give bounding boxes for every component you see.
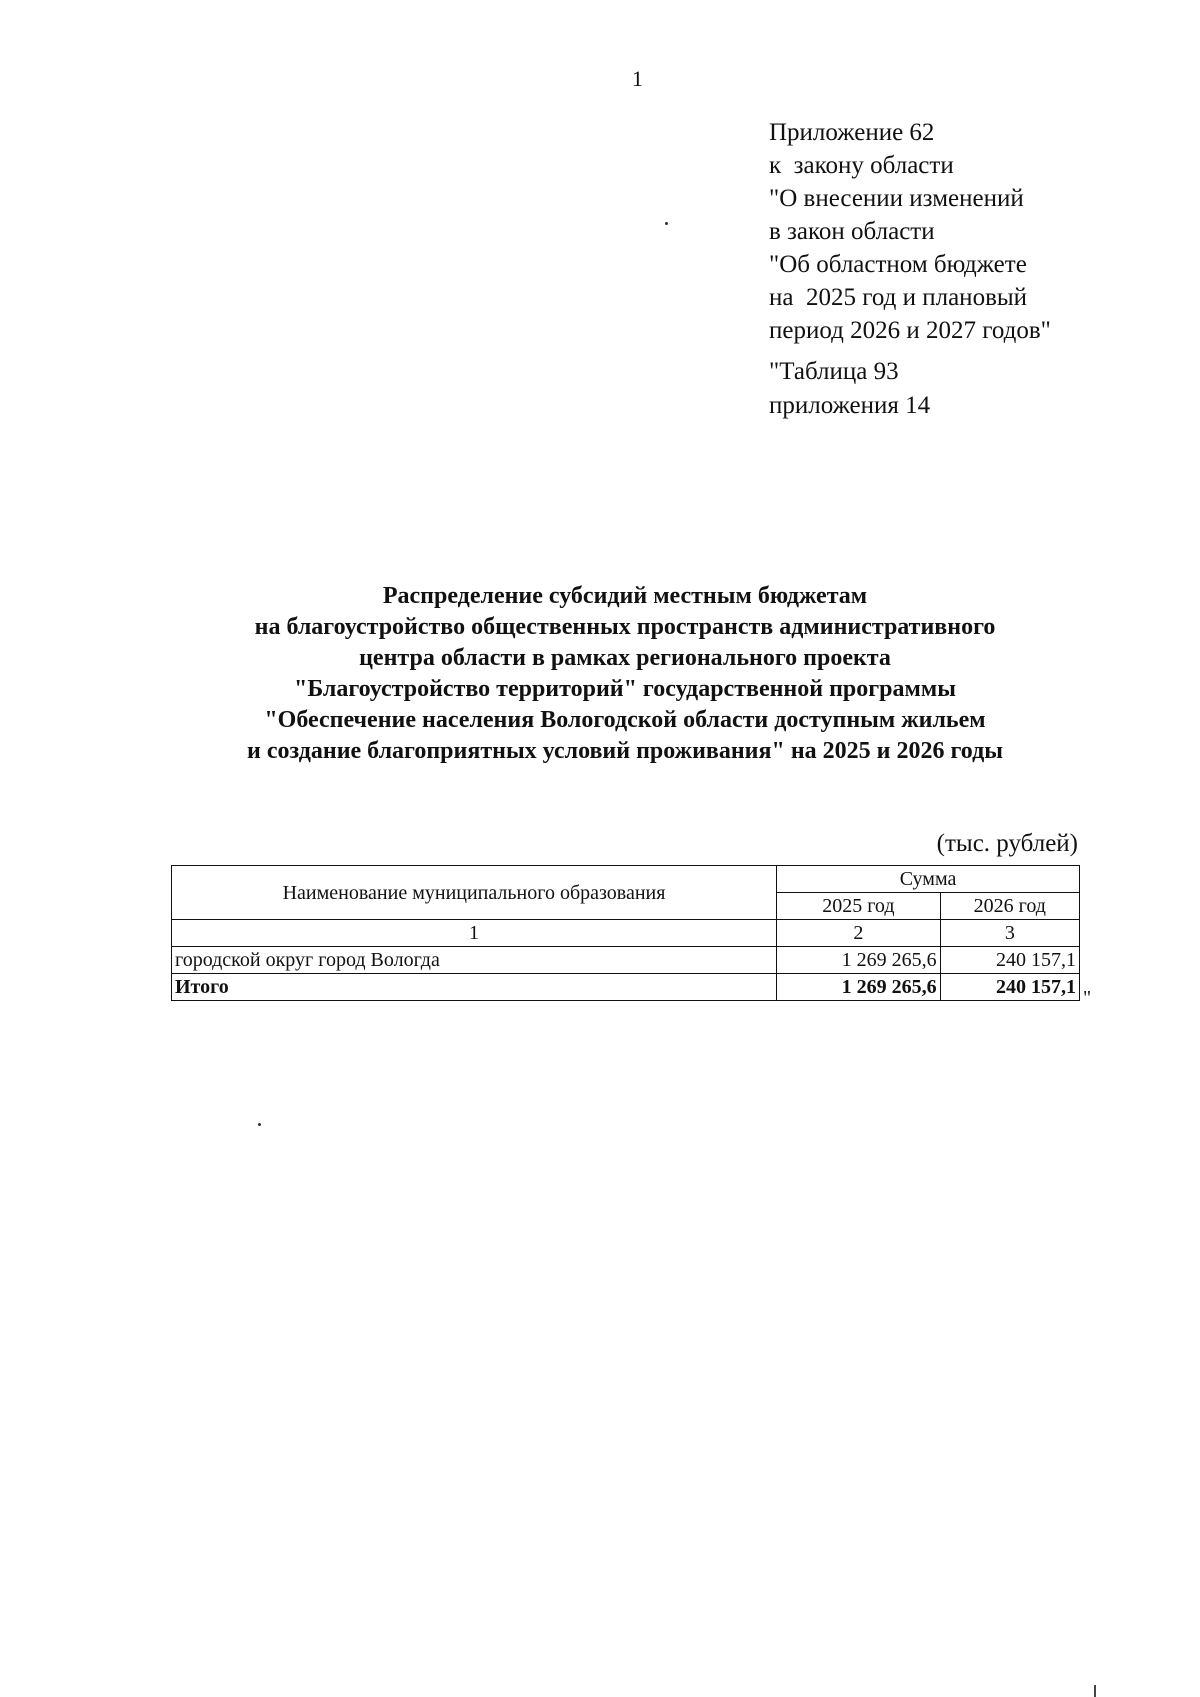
table-header-row <box>172 866 1080 893</box>
appendix-line: "О внесении изменений <box>769 185 1024 212</box>
title-line: "Обеспечение населения Вологодской области доступным жильем <box>264 707 986 733</box>
appendix-line: на 2025 год и плановый <box>769 284 1028 311</box>
column-number: 3 <box>940 920 1079 947</box>
units-label: (тыс. рублей) <box>936 830 1078 857</box>
subsidy-table <box>171 865 1080 1001</box>
table-reference-line: "Таблица 93 <box>769 358 899 385</box>
municipality-name: городской округ город Вологда <box>172 947 777 974</box>
title-line: и создание благоприятных условий проживания" на 2025 и 2026 годы <box>247 738 1003 764</box>
amount-2026: 240 157,1 <box>940 947 1079 974</box>
document-title <box>150 581 1100 767</box>
total-2025: 1 269 265,6 <box>777 974 941 1001</box>
table-reference-line: приложения 14 <box>769 392 931 419</box>
total-2026: 240 157,1 <box>940 974 1079 1001</box>
total-row <box>172 974 1080 1001</box>
column-number: 1 <box>172 920 777 947</box>
appendix-line: "Об областном бюджете <box>769 251 1027 278</box>
page-number: 1 <box>632 66 643 91</box>
table-reference <box>769 355 930 423</box>
header-year-2025: 2025 год <box>777 893 941 920</box>
column-number: 2 <box>777 920 941 947</box>
header-sum: Сумма <box>777 866 1080 893</box>
title-line: Распределение субсидий местным бюджетам <box>382 583 868 609</box>
appendix-line: Приложение 62 <box>769 119 935 146</box>
appendix-line: период 2026 и 2027 годов" <box>769 317 1051 344</box>
amount-2025: 1 269 265,6 <box>777 947 941 974</box>
title-line: "Благоустройство территорий" государственной программы <box>294 676 956 702</box>
title-line: центра области в рамках регионального проекта <box>359 645 891 671</box>
appendix-line: в закон области <box>769 218 935 245</box>
table-row <box>172 947 1080 974</box>
scan-speck <box>258 1123 261 1126</box>
scan-speck <box>665 222 668 225</box>
closing-quote: " <box>1083 987 1092 1009</box>
header-municipality: Наименование муниципального образования <box>172 866 777 920</box>
total-label: Итого <box>172 974 777 1001</box>
scan-edge-mark <box>1094 1685 1096 1697</box>
header-year-2026: 2026 год <box>940 893 1079 920</box>
appendix-header <box>769 116 1051 347</box>
appendix-line: к закону области <box>769 152 954 179</box>
column-numbers-row <box>172 920 1080 947</box>
title-line: на благоустройство общественных пространств административного <box>254 614 996 640</box>
